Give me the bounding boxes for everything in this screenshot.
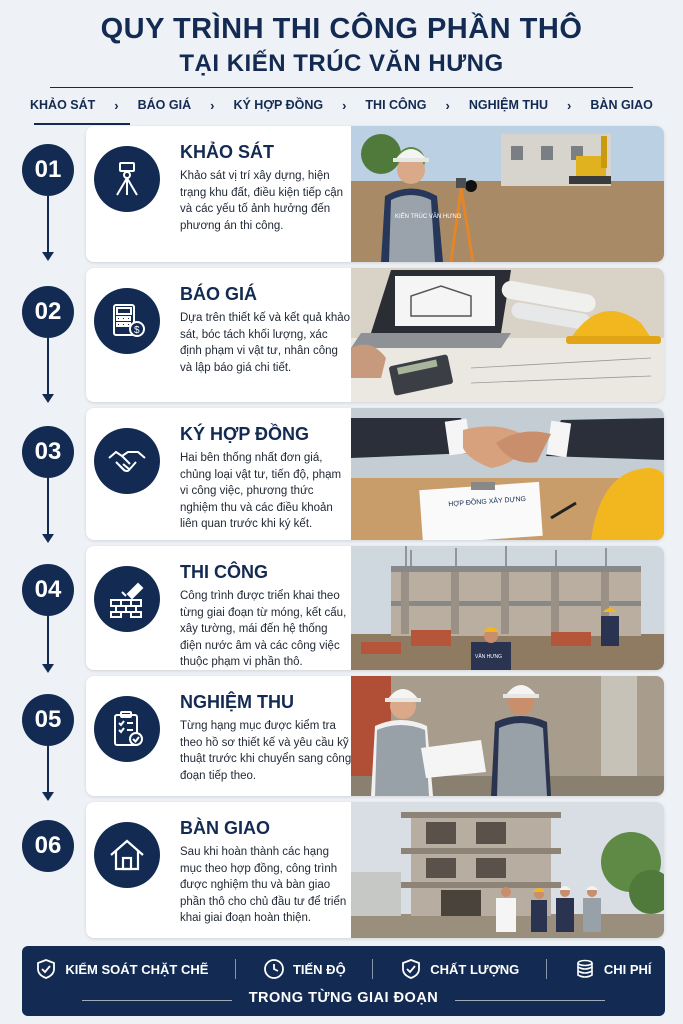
house-icon <box>94 822 160 888</box>
step-1 <box>22 126 665 262</box>
step-6 <box>22 802 665 938</box>
arrow-down-icon <box>42 394 54 403</box>
step-number: 03 <box>22 426 74 478</box>
nav-item-khao-sat[interactable]: KHẢO SÁT <box>30 98 96 112</box>
handshake-contract-photo <box>351 408 664 540</box>
step-title: BÁO GIÁ <box>180 284 258 304</box>
step-number: 06 <box>22 820 74 872</box>
checklist-icon <box>94 696 160 762</box>
step-card <box>86 126 664 262</box>
step-card <box>86 676 664 796</box>
step-title: KHẢO SÁT <box>180 142 274 162</box>
step-description: Dựa trên thiết kế và kết quả khảo sát, bóc tách khối lượng, xác định phạm vi vật tư, nhân công và lập báo giá chi tiết. <box>180 312 351 374</box>
contract-document-text: HỢP ĐỒNG XÂY DỰNG <box>448 495 527 509</box>
title-line-1: QUY TRÌNH THI CÔNG PHẦN THÔ <box>100 13 583 45</box>
footer-item-label: CHI PHÍ <box>603 961 652 977</box>
chevron-right-icon: › <box>567 97 572 113</box>
laptop-blueprints-calculator-photo <box>351 268 664 402</box>
step-5 <box>22 676 665 796</box>
step-number: 04 <box>22 564 74 616</box>
step-title: THI CÔNG <box>180 562 268 582</box>
footer-divider <box>235 959 236 979</box>
step-description: Hai bên thống nhất đơn giá, chủng loại vật tư, tiến độ, phạm vi công việc, phương thức nghiệm thu và các điều khoản liên quan trước khi ký kết. <box>180 452 342 530</box>
page-title <box>0 10 683 80</box>
step-description: Công trình được triển khai theo từng giai đoạn từ móng, kết cấu, xây tường, mái đến hệ thống điện nước âm và các công việc thuộc phạm vi phần thô. <box>180 590 347 668</box>
calculator-dollar-icon <box>94 288 160 354</box>
step-title: KÝ HỢP ĐỒNG <box>180 424 310 444</box>
step-card <box>86 546 664 670</box>
step-card <box>86 802 664 938</box>
footer-item-label: KIỂM SOÁT CHẶT CHẼ <box>65 961 209 977</box>
footer-item-label: TIẾN ĐỘ <box>292 961 346 977</box>
step-description: Khảo sát vị trí xây dựng, hiện trạng khu đất, điều kiện tiếp cận và các yếu tố ảnh hưởng đến phương án thi công. <box>180 170 344 232</box>
step-title: BÀN GIAO <box>180 818 270 838</box>
arrow-down-icon <box>42 534 54 543</box>
shield-check-icon <box>35 958 57 980</box>
footer-item-tien-do <box>263 958 346 980</box>
title-line-2: TẠI KIẾN TRÚC VĂN HƯNG <box>179 50 504 77</box>
header-divider <box>50 87 633 88</box>
step-number: 02 <box>22 286 74 338</box>
footer-divider <box>546 959 547 979</box>
nav-item-bao-gia[interactable]: BÁO GIÁ <box>137 98 192 112</box>
step-2 <box>22 268 665 402</box>
step-number: 01 <box>22 144 74 196</box>
step-3 <box>22 408 665 540</box>
trowel-bricks-icon <box>94 566 160 632</box>
footer-item-chat-luong <box>400 958 519 980</box>
step-number: 05 <box>22 694 74 746</box>
arrow-down-icon <box>42 664 54 673</box>
nav-item-ky-hop-dong[interactable]: KÝ HỢP ĐỒNG <box>233 98 324 112</box>
coins-icon <box>574 958 596 980</box>
surveyor-tripod-icon <box>94 146 160 212</box>
footer-item-kiem-soat <box>35 958 208 980</box>
chevron-right-icon: › <box>445 97 450 113</box>
chevron-right-icon: › <box>114 97 119 113</box>
shield-check-icon <box>400 958 422 980</box>
surveyor-with-theodolite-photo <box>351 126 664 262</box>
arrow-line <box>47 196 49 252</box>
step-description: Sau khi hoàn thành các hạng mục theo hợp đồng, công trình được nghiệm thu và bàn giao phần thô cho chủ đầu tư để triển khai giai đoạn hoàn thiện. <box>180 846 347 924</box>
svg-text:$: $ <box>134 325 140 336</box>
nav-active-underline <box>34 123 130 125</box>
nav-item-ban-giao[interactable]: BÀN GIAO <box>590 98 653 112</box>
arrow-down-icon <box>42 792 54 801</box>
footer-item-chi-phi <box>574 958 652 980</box>
chevron-right-icon: › <box>342 97 347 113</box>
footer-banner <box>22 946 665 1016</box>
engineers-inspection-photo <box>351 676 664 796</box>
handshake-icon <box>94 428 160 494</box>
rough-building-handover-photo <box>351 802 664 938</box>
arrow-down-icon <box>42 252 54 261</box>
nav-item-nghiem-thu[interactable]: NGHIỆM THU <box>468 98 549 112</box>
step-4 <box>22 546 665 670</box>
construction-site-photo <box>351 546 664 670</box>
arrow-line <box>47 338 49 394</box>
footer-items <box>22 956 665 982</box>
footer-divider <box>372 959 373 979</box>
arrow-line <box>47 478 49 534</box>
vest-logo-text: VĂN HƯNG <box>475 654 503 660</box>
vest-logo-text: KIẾN TRÚC VĂN HƯNG <box>395 214 462 220</box>
process-nav <box>30 94 653 116</box>
arrow-line <box>47 746 49 792</box>
footer-item-label: CHẤT LƯỢNG <box>430 961 520 977</box>
clock-icon <box>263 958 285 980</box>
chevron-right-icon: › <box>210 97 215 113</box>
step-description: Từng hạng mục được kiểm tra theo hồ sơ thiết kế và yêu cầu kỹ thuật trước khi chuyển sang công đoạn tiếp theo. <box>180 720 352 782</box>
arrow-line <box>47 616 49 664</box>
step-title: NGHIỆM THU <box>180 692 294 712</box>
footer-bottom-text: TRONG TỪNG GIAI ĐOẠN <box>248 990 439 1006</box>
step-card <box>86 268 664 402</box>
step-card <box>86 408 664 540</box>
nav-item-thi-cong[interactable]: THI CÔNG <box>365 98 427 112</box>
